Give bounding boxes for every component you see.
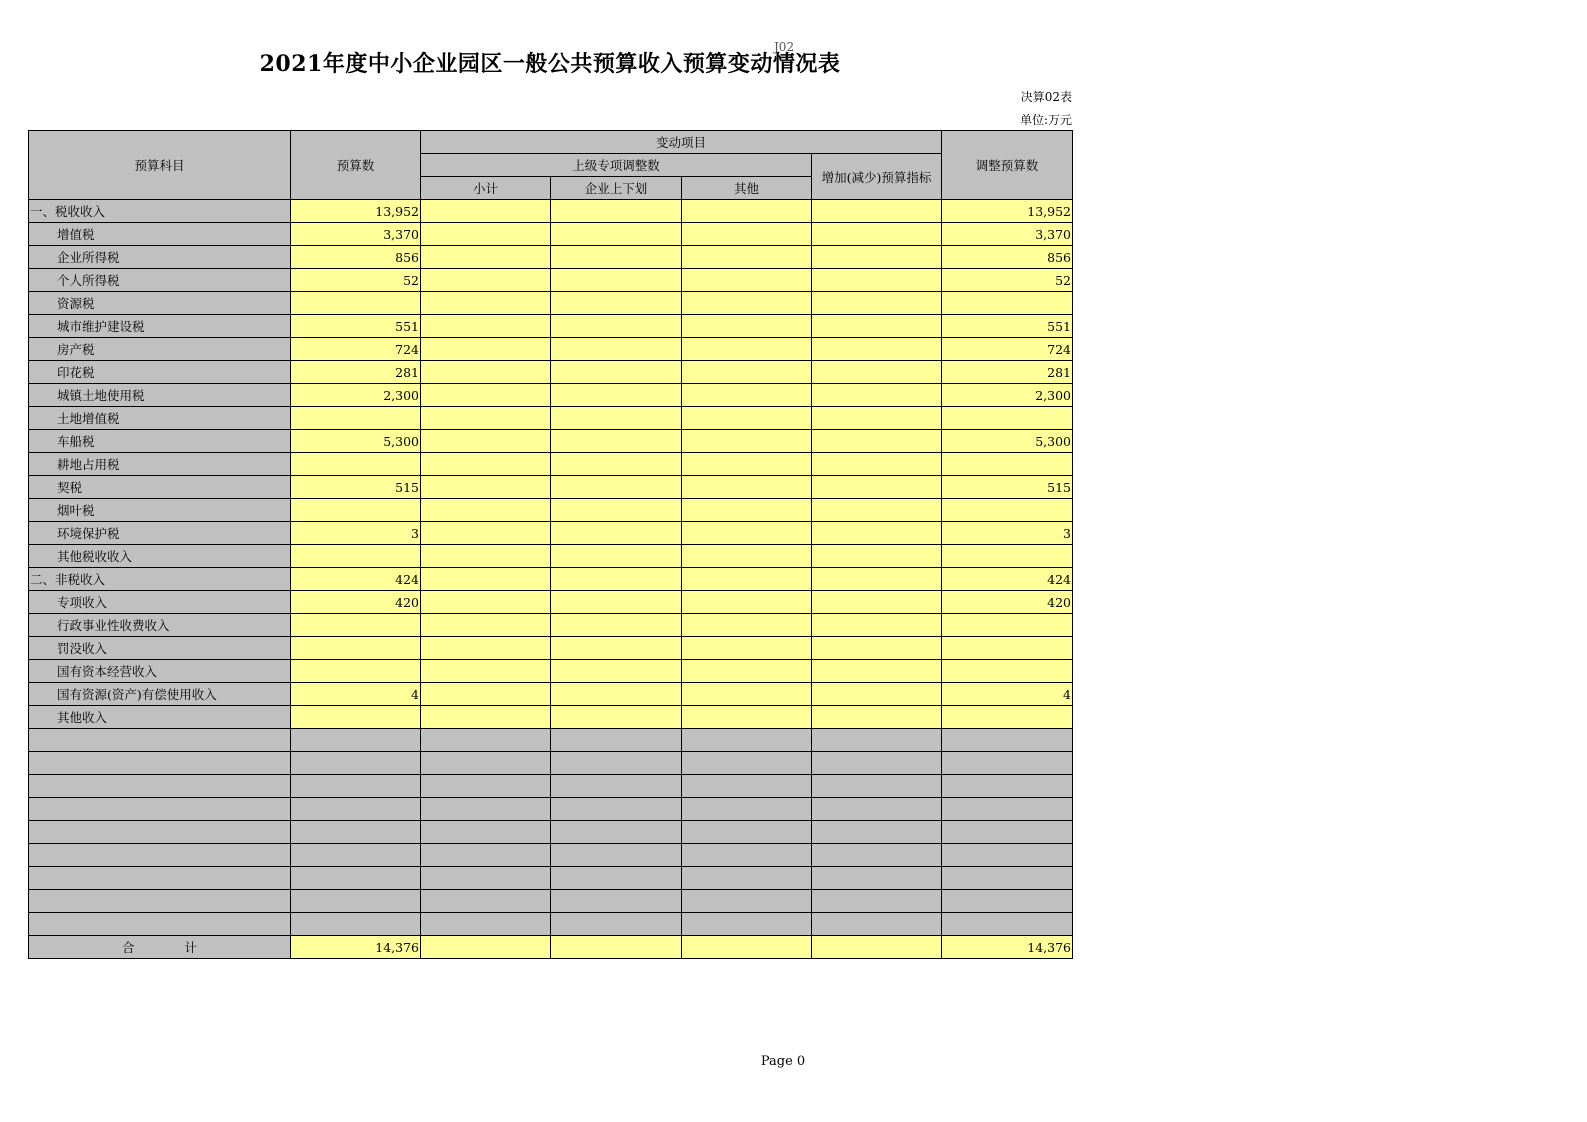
row-enterprise-transfer <box>551 200 682 223</box>
empty-cell <box>812 775 942 798</box>
empty-cell <box>291 775 421 798</box>
row-adjusted: 2,300 <box>942 384 1073 407</box>
empty-cell <box>29 890 291 913</box>
row-budget: 52 <box>291 269 421 292</box>
row-increase-decrease <box>812 292 942 315</box>
row-subject: 房产税 <box>29 338 291 361</box>
row-subtotal <box>421 591 551 614</box>
row-increase-decrease <box>812 522 942 545</box>
row-budget <box>291 545 421 568</box>
table-row <box>29 614 1073 637</box>
empty-cell <box>682 913 812 936</box>
row-enterprise-transfer <box>551 637 682 660</box>
row-increase-decrease <box>812 200 942 223</box>
empty-cell <box>942 913 1073 936</box>
header-other: 其他 <box>682 177 812 200</box>
empty-cell <box>291 752 421 775</box>
table-row <box>29 361 1073 384</box>
row-increase-decrease <box>812 361 942 384</box>
row-increase-decrease <box>812 430 942 453</box>
table-row <box>29 683 1073 706</box>
row-subject: 城镇土地使用税 <box>29 384 291 407</box>
empty-cell <box>942 729 1073 752</box>
row-adjusted: 424 <box>942 568 1073 591</box>
row-adjusted: 281 <box>942 361 1073 384</box>
row-enterprise-transfer <box>551 269 682 292</box>
table-row <box>29 499 1073 522</box>
row-adjusted: 5,300 <box>942 430 1073 453</box>
row-subtotal <box>421 522 551 545</box>
row-subtotal <box>421 269 551 292</box>
row-enterprise-transfer <box>551 591 682 614</box>
header-superior-special: 上级专项调整数 <box>421 154 812 177</box>
empty-cell <box>29 775 291 798</box>
empty-cell <box>291 729 421 752</box>
empty-cell <box>551 913 682 936</box>
table-row <box>29 200 1073 223</box>
table-row <box>29 338 1073 361</box>
empty-cell <box>421 821 551 844</box>
row-enterprise-transfer <box>551 568 682 591</box>
table-row <box>29 269 1073 292</box>
row-other <box>682 568 812 591</box>
table-row <box>29 545 1073 568</box>
row-budget <box>291 499 421 522</box>
empty-row <box>29 890 1073 913</box>
row-other <box>682 476 812 499</box>
table-row <box>29 591 1073 614</box>
row-subtotal <box>421 453 551 476</box>
row-other <box>682 614 812 637</box>
header-row-1 <box>29 131 1073 154</box>
row-budget: 856 <box>291 246 421 269</box>
empty-cell <box>421 913 551 936</box>
row-enterprise-transfer <box>551 361 682 384</box>
empty-row <box>29 798 1073 821</box>
row-subject: 个人所得税 <box>29 269 291 292</box>
row-other <box>682 361 812 384</box>
row-other <box>682 315 812 338</box>
table-row <box>29 637 1073 660</box>
table-row <box>29 407 1073 430</box>
row-subtotal <box>421 568 551 591</box>
row-subtotal <box>421 200 551 223</box>
row-other <box>682 522 812 545</box>
total-subtotal <box>421 936 551 959</box>
row-adjusted <box>942 545 1073 568</box>
empty-cell <box>421 729 551 752</box>
empty-cell <box>421 752 551 775</box>
row-subject: 契税 <box>29 476 291 499</box>
row-subtotal <box>421 292 551 315</box>
row-enterprise-transfer <box>551 522 682 545</box>
empty-cell <box>942 821 1073 844</box>
row-increase-decrease <box>812 614 942 637</box>
empty-cell <box>551 844 682 867</box>
row-adjusted <box>942 407 1073 430</box>
empty-cell <box>29 844 291 867</box>
empty-cell <box>29 798 291 821</box>
empty-cell <box>682 890 812 913</box>
empty-cell <box>682 775 812 798</box>
row-enterprise-transfer <box>551 706 682 729</box>
row-subtotal <box>421 683 551 706</box>
header-change-items: 变动项目 <box>421 131 942 154</box>
row-budget <box>291 407 421 430</box>
empty-cell <box>942 798 1073 821</box>
row-budget <box>291 660 421 683</box>
row-increase-decrease <box>812 637 942 660</box>
row-budget: 424 <box>291 568 421 591</box>
row-adjusted: 420 <box>942 591 1073 614</box>
row-increase-decrease <box>812 545 942 568</box>
total-label: 合 计 <box>29 936 291 959</box>
row-subtotal <box>421 706 551 729</box>
row-budget <box>291 614 421 637</box>
row-subject: 国有资本经营收入 <box>29 660 291 683</box>
header-adjusted: 调整预算数 <box>942 131 1073 200</box>
table-row <box>29 246 1073 269</box>
row-budget: 551 <box>291 315 421 338</box>
row-enterprise-transfer <box>551 292 682 315</box>
row-budget <box>291 292 421 315</box>
row-adjusted <box>942 499 1073 522</box>
row-other <box>682 384 812 407</box>
row-other <box>682 407 812 430</box>
empty-cell <box>29 867 291 890</box>
row-subject: 资源税 <box>29 292 291 315</box>
row-budget: 3 <box>291 522 421 545</box>
row-adjusted <box>942 292 1073 315</box>
row-subtotal <box>421 338 551 361</box>
row-increase-decrease <box>812 660 942 683</box>
empty-cell <box>682 821 812 844</box>
empty-row <box>29 729 1073 752</box>
table-row <box>29 568 1073 591</box>
row-subject: 烟叶税 <box>29 499 291 522</box>
empty-cell <box>812 867 942 890</box>
empty-cell <box>551 798 682 821</box>
empty-cell <box>551 890 682 913</box>
row-subtotal <box>421 499 551 522</box>
table-row <box>29 384 1073 407</box>
empty-cell <box>421 775 551 798</box>
row-subject: 增值税 <box>29 223 291 246</box>
row-subject: 专项收入 <box>29 591 291 614</box>
row-enterprise-transfer <box>551 683 682 706</box>
row-subtotal <box>421 361 551 384</box>
row-adjusted <box>942 453 1073 476</box>
table-row <box>29 706 1073 729</box>
row-other <box>682 683 812 706</box>
page-footer: Page 0 <box>760 1054 806 1069</box>
row-budget <box>291 453 421 476</box>
row-subject: 国有资源(资产)有偿使用收入 <box>29 683 291 706</box>
empty-cell <box>682 752 812 775</box>
row-subject: 环境保护税 <box>29 522 291 545</box>
row-enterprise-transfer <box>551 476 682 499</box>
row-increase-decrease <box>812 453 942 476</box>
row-subject: 二、非税收入 <box>29 568 291 591</box>
empty-cell <box>421 844 551 867</box>
row-enterprise-transfer <box>551 545 682 568</box>
row-subtotal <box>421 246 551 269</box>
row-other <box>682 591 812 614</box>
row-adjusted <box>942 660 1073 683</box>
row-adjusted: 3 <box>942 522 1073 545</box>
row-subject: 行政事业性收费收入 <box>29 614 291 637</box>
header-enterprise-transfer: 企业上下划 <box>551 177 682 200</box>
row-subtotal <box>421 315 551 338</box>
row-adjusted <box>942 706 1073 729</box>
row-enterprise-transfer <box>551 223 682 246</box>
row-increase-decrease <box>812 706 942 729</box>
row-enterprise-transfer <box>551 660 682 683</box>
row-subject: 一、税收收入 <box>29 200 291 223</box>
row-adjusted <box>942 637 1073 660</box>
row-budget <box>291 706 421 729</box>
row-other <box>682 200 812 223</box>
row-other <box>682 545 812 568</box>
row-budget <box>291 637 421 660</box>
row-other <box>682 637 812 660</box>
empty-cell <box>942 890 1073 913</box>
row-subtotal <box>421 545 551 568</box>
total-budget: 14,376 <box>291 936 421 959</box>
row-subject: 其他税收收入 <box>29 545 291 568</box>
row-adjusted: 4 <box>942 683 1073 706</box>
empty-cell <box>291 913 421 936</box>
row-enterprise-transfer <box>551 384 682 407</box>
row-adjusted <box>942 614 1073 637</box>
unit-label: 单位:万元 <box>1019 113 1072 127</box>
empty-cell <box>291 798 421 821</box>
row-increase-decrease <box>812 384 942 407</box>
empty-cell <box>291 890 421 913</box>
table-row <box>29 430 1073 453</box>
empty-cell <box>942 867 1073 890</box>
row-subject: 城市维护建设税 <box>29 315 291 338</box>
row-adjusted: 856 <box>942 246 1073 269</box>
total-increase-decrease <box>812 936 942 959</box>
form-code: 决算02表 <box>1020 90 1072 104</box>
row-subtotal <box>421 637 551 660</box>
row-subject: 土地增值税 <box>29 407 291 430</box>
empty-cell <box>812 729 942 752</box>
empty-cell <box>551 867 682 890</box>
row-other <box>682 660 812 683</box>
row-enterprise-transfer <box>551 430 682 453</box>
total-other <box>682 936 812 959</box>
row-budget: 2,300 <box>291 384 421 407</box>
row-subtotal <box>421 223 551 246</box>
row-increase-decrease <box>812 476 942 499</box>
row-budget: 5,300 <box>291 430 421 453</box>
row-enterprise-transfer <box>551 407 682 430</box>
row-budget: 4 <box>291 683 421 706</box>
empty-cell <box>812 913 942 936</box>
empty-cell <box>29 821 291 844</box>
header-subtotal: 小计 <box>421 177 551 200</box>
row-subtotal <box>421 660 551 683</box>
row-enterprise-transfer <box>551 246 682 269</box>
row-increase-decrease <box>812 338 942 361</box>
row-increase-decrease <box>812 246 942 269</box>
row-subtotal <box>421 614 551 637</box>
row-subject: 其他收入 <box>29 706 291 729</box>
row-increase-decrease <box>812 223 942 246</box>
row-adjusted: 13,952 <box>942 200 1073 223</box>
empty-cell <box>812 890 942 913</box>
row-increase-decrease <box>812 499 942 522</box>
total-enterprise-transfer <box>551 936 682 959</box>
row-subtotal <box>421 407 551 430</box>
table-row <box>29 223 1073 246</box>
row-increase-decrease <box>812 407 942 430</box>
empty-cell <box>812 798 942 821</box>
empty-cell <box>29 913 291 936</box>
row-enterprise-transfer <box>551 338 682 361</box>
empty-cell <box>942 775 1073 798</box>
row-budget: 724 <box>291 338 421 361</box>
empty-cell <box>942 844 1073 867</box>
empty-cell <box>551 775 682 798</box>
row-enterprise-transfer <box>551 614 682 637</box>
row-other <box>682 269 812 292</box>
empty-cell <box>682 729 812 752</box>
row-other <box>682 499 812 522</box>
table-row <box>29 522 1073 545</box>
empty-cell <box>551 752 682 775</box>
empty-cell <box>291 821 421 844</box>
empty-cell <box>291 844 421 867</box>
empty-cell <box>29 729 291 752</box>
row-adjusted: 515 <box>942 476 1073 499</box>
row-budget: 13,952 <box>291 200 421 223</box>
empty-cell <box>812 821 942 844</box>
row-other <box>682 223 812 246</box>
empty-row <box>29 913 1073 936</box>
empty-cell <box>682 844 812 867</box>
row-subtotal <box>421 384 551 407</box>
row-enterprise-transfer <box>551 499 682 522</box>
empty-cell <box>812 844 942 867</box>
row-enterprise-transfer <box>551 453 682 476</box>
empty-row <box>29 752 1073 775</box>
row-other <box>682 453 812 476</box>
row-budget: 515 <box>291 476 421 499</box>
empty-cell <box>29 752 291 775</box>
row-other <box>682 430 812 453</box>
empty-cell <box>421 867 551 890</box>
row-budget: 420 <box>291 591 421 614</box>
row-subtotal <box>421 430 551 453</box>
row-subject: 企业所得税 <box>29 246 291 269</box>
header-increase-decrease: 增加(减少)预算指标 <box>812 154 942 200</box>
empty-cell <box>421 798 551 821</box>
row-budget: 3,370 <box>291 223 421 246</box>
total-row <box>29 936 1073 959</box>
header-budget: 预算数 <box>291 131 421 200</box>
row-other <box>682 338 812 361</box>
row-increase-decrease <box>812 315 942 338</box>
row-other <box>682 292 812 315</box>
total-adjusted: 14,376 <box>942 936 1073 959</box>
row-budget: 281 <box>291 361 421 384</box>
empty-cell <box>942 752 1073 775</box>
row-subject: 耕地占用税 <box>29 453 291 476</box>
empty-row <box>29 867 1073 890</box>
empty-cell <box>291 867 421 890</box>
row-other <box>682 706 812 729</box>
row-increase-decrease <box>812 568 942 591</box>
row-adjusted: 52 <box>942 269 1073 292</box>
empty-cell <box>812 752 942 775</box>
empty-row <box>29 844 1073 867</box>
row-enterprise-transfer <box>551 315 682 338</box>
table-row <box>29 315 1073 338</box>
row-adjusted: 551 <box>942 315 1073 338</box>
row-other <box>682 246 812 269</box>
row-increase-decrease <box>812 269 942 292</box>
empty-cell <box>551 821 682 844</box>
empty-cell <box>682 867 812 890</box>
table-row <box>29 476 1073 499</box>
form-corner-code: J02 <box>774 40 795 54</box>
table-row <box>29 453 1073 476</box>
row-subject: 印花税 <box>29 361 291 384</box>
empty-row <box>29 821 1073 844</box>
empty-cell <box>551 729 682 752</box>
row-increase-decrease <box>812 683 942 706</box>
row-subject: 罚没收入 <box>29 637 291 660</box>
row-adjusted: 724 <box>942 338 1073 361</box>
table-row <box>29 292 1073 315</box>
budget-table <box>28 130 1073 959</box>
table-row <box>29 660 1073 683</box>
header-subject: 预算科目 <box>29 131 291 200</box>
empty-cell <box>682 798 812 821</box>
empty-cell <box>421 890 551 913</box>
row-subject: 车船税 <box>29 430 291 453</box>
row-adjusted: 3,370 <box>942 223 1073 246</box>
row-increase-decrease <box>812 591 942 614</box>
empty-row <box>29 775 1073 798</box>
page-title: 2021年度中小企业园区一般公共预算收入预算变动情况表 <box>259 51 841 77</box>
row-subtotal <box>421 476 551 499</box>
